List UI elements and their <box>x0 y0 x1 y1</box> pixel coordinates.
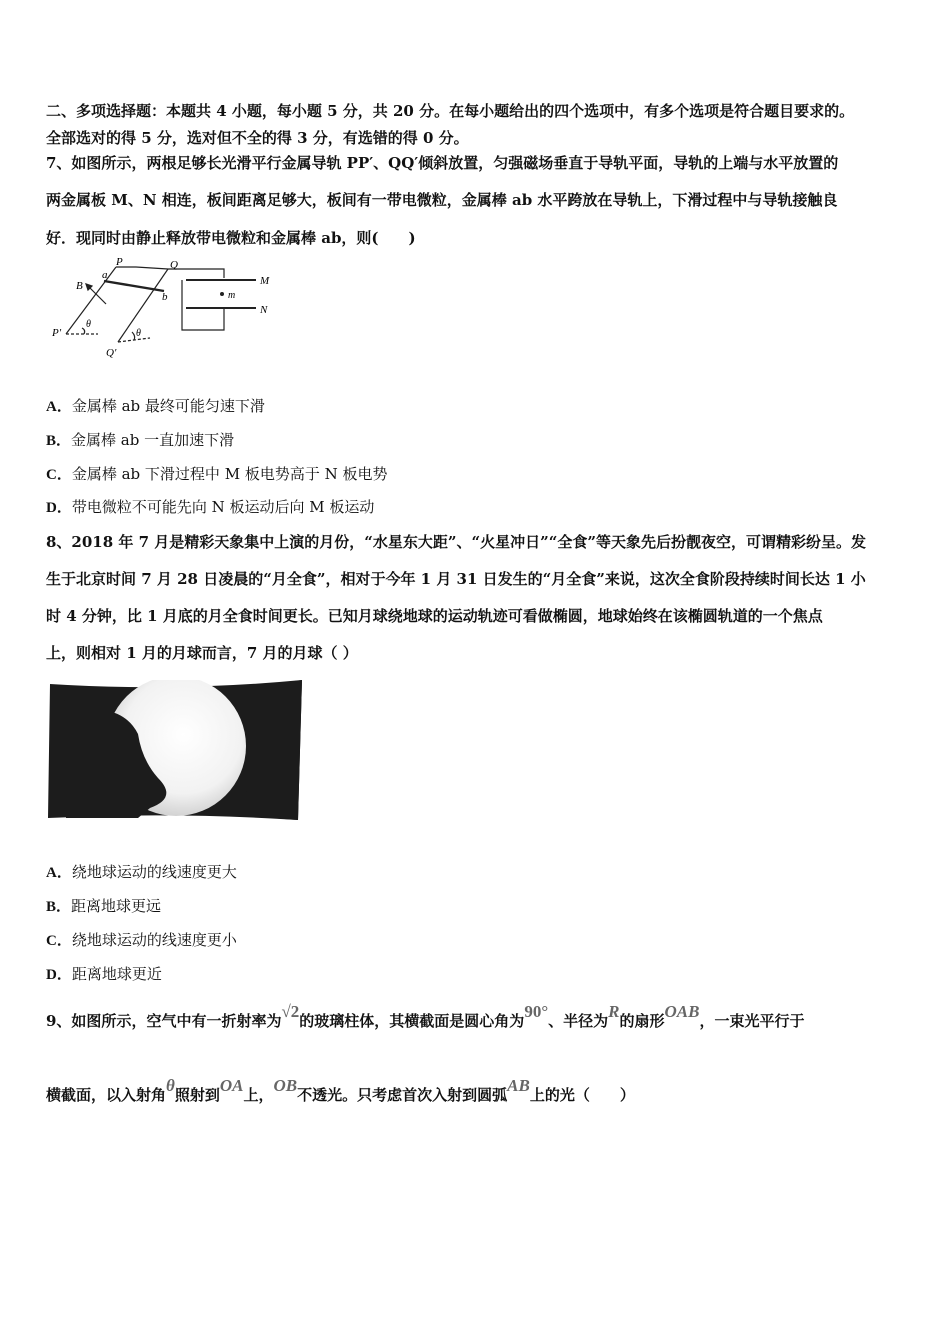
q8-option-b <box>46 896 161 917</box>
option-key: B． <box>46 433 72 449</box>
option-text: 绕地球运动的线速度更小 <box>71 931 237 949</box>
rail-q <box>118 269 168 342</box>
q7-option-d <box>46 497 374 518</box>
label-q: Q <box>170 259 178 271</box>
option-text: 绕地球运动的线速度更大 <box>71 863 237 881</box>
option-text: 距离地球更近 <box>71 965 162 983</box>
q9-text: 横截面，以入射角 <box>46 1086 167 1104</box>
q9-text: 上的光（ ） <box>529 1086 635 1104</box>
option-text: 金属棒 ab 最终可能匀速下滑 <box>71 397 265 415</box>
label-b: b <box>162 291 168 303</box>
q9-stem-line-2 <box>46 1076 635 1105</box>
option-key: D． <box>46 967 72 983</box>
math-theta: θ <box>166 1076 175 1095</box>
rod-ab <box>104 281 164 291</box>
q9-text: 的玻璃柱体，其横截面是圆心角为 <box>299 1012 525 1030</box>
math-ob: OB <box>273 1076 298 1095</box>
rail-diagram <box>46 256 286 360</box>
q8-stem-line-2: 生于北京时间 7 月 28 日凌晨的“月全食”，相对于今年 1 月 31 日发生的“月全食”来说，这次全食阶段持续时间长达 1 小 <box>46 570 866 588</box>
option-key: A． <box>46 865 72 881</box>
label-theta-2: θ <box>136 328 141 339</box>
label-m-plate: M <box>260 275 270 287</box>
option-text: 金属棒 ab 一直加速下滑 <box>71 431 235 449</box>
option-text: 距离地球更远 <box>71 897 162 915</box>
math-oab: OAB <box>664 1002 700 1021</box>
wire-bottom <box>182 280 224 330</box>
label-p-prime: P′ <box>52 327 62 339</box>
label-theta-1: θ <box>86 319 91 330</box>
q8-option-a <box>46 862 237 883</box>
math-sqrt2: √2 <box>281 1002 300 1021</box>
rail-p <box>66 267 116 334</box>
q8-stem-line-4: 上，则相对 1 月的月球而言，7 月的月球（ ） <box>46 644 358 662</box>
q7-stem-line-1: 7、如图所示，两根足够长光滑平行金属导轨 PP′、QQ′倾斜放置，匀强磁场垂直于导轨平面，导轨的上端与水平放置的 <box>46 154 839 172</box>
label-particle-m: m <box>228 290 236 301</box>
option-key: B． <box>46 899 72 915</box>
section-header-line-2: 全部选对的得 5 分，选对但不全的得 3 分，有选错的得 0 分。 <box>46 129 469 147</box>
q7-option-a <box>46 396 265 417</box>
label-n-plate: N <box>260 304 268 316</box>
q8-option-d <box>46 964 162 985</box>
label-a: a <box>102 269 108 281</box>
option-key: D． <box>46 500 72 516</box>
label-field-b: B <box>76 280 83 292</box>
math-r: R <box>608 1002 620 1021</box>
option-key: A． <box>46 399 72 415</box>
option-key: C． <box>46 467 72 483</box>
q8-stem-line-3: 时 4 分钟，比 1 月底的月全食时间更长。已知月球绕地球的运动轨迹可看做椭圆，地球始终在该椭圆轨道的一个焦点 <box>46 607 823 625</box>
q7-option-b <box>46 430 234 451</box>
q7-stem-line-3: 好．现同时由静止释放带电微粒和金属棒 ab，则( ) <box>46 229 416 247</box>
q9-text: 照射到 <box>174 1086 220 1104</box>
q9-text: 的扇形 <box>619 1012 665 1030</box>
q8-option-c <box>46 930 237 951</box>
q9-stem-line-1 <box>46 1002 805 1031</box>
math-90deg: 90° <box>524 1002 549 1021</box>
lunar-eclipse-photo <box>46 680 304 822</box>
label-q-prime: Q′ <box>106 347 117 359</box>
q9-text: 上， <box>243 1086 274 1104</box>
q9-text: 不透光。只考虑首次入射到圆弧 <box>297 1086 508 1104</box>
label-p: P <box>116 256 123 268</box>
option-text: 金属棒 ab 下滑过程中 M 板电势高于 N 板电势 <box>71 465 388 483</box>
math-oa: OA <box>219 1076 244 1095</box>
q9-text: ，一束光平行于 <box>699 1012 805 1030</box>
q7-option-c <box>46 464 387 485</box>
option-key: C． <box>46 933 72 949</box>
q7-stem-line-2: 两金属板 M、N 相连，板间距离足够大，板间有一带电微粒，金属棒 ab 水平跨放在导轨上，下滑过程中与导轨接触良 <box>46 191 838 209</box>
q9-text: 9、如图所示，空气中有一折射率为 <box>46 1012 282 1030</box>
option-text: 带电微粒不可能先向 N 板运动后向 M 板运动 <box>71 498 375 516</box>
math-ab: AB <box>507 1076 530 1095</box>
charged-particle <box>220 292 224 296</box>
q9-text: 、半径为 <box>548 1012 609 1030</box>
section-header-line-1: 二、多项选择题：本题共 4 小题，每小题 5 分，共 20 分。在每小题给出的四个选项中，有多个选项是符合题目要求的。 <box>46 102 855 120</box>
q8-stem-line-1: 8、2018 年 7 月是精彩天象集中上演的月份，“水星东大距”、“火星冲日”“全食”等天象先后扮靓夜空，可谓精彩纷呈。发 <box>46 533 867 551</box>
